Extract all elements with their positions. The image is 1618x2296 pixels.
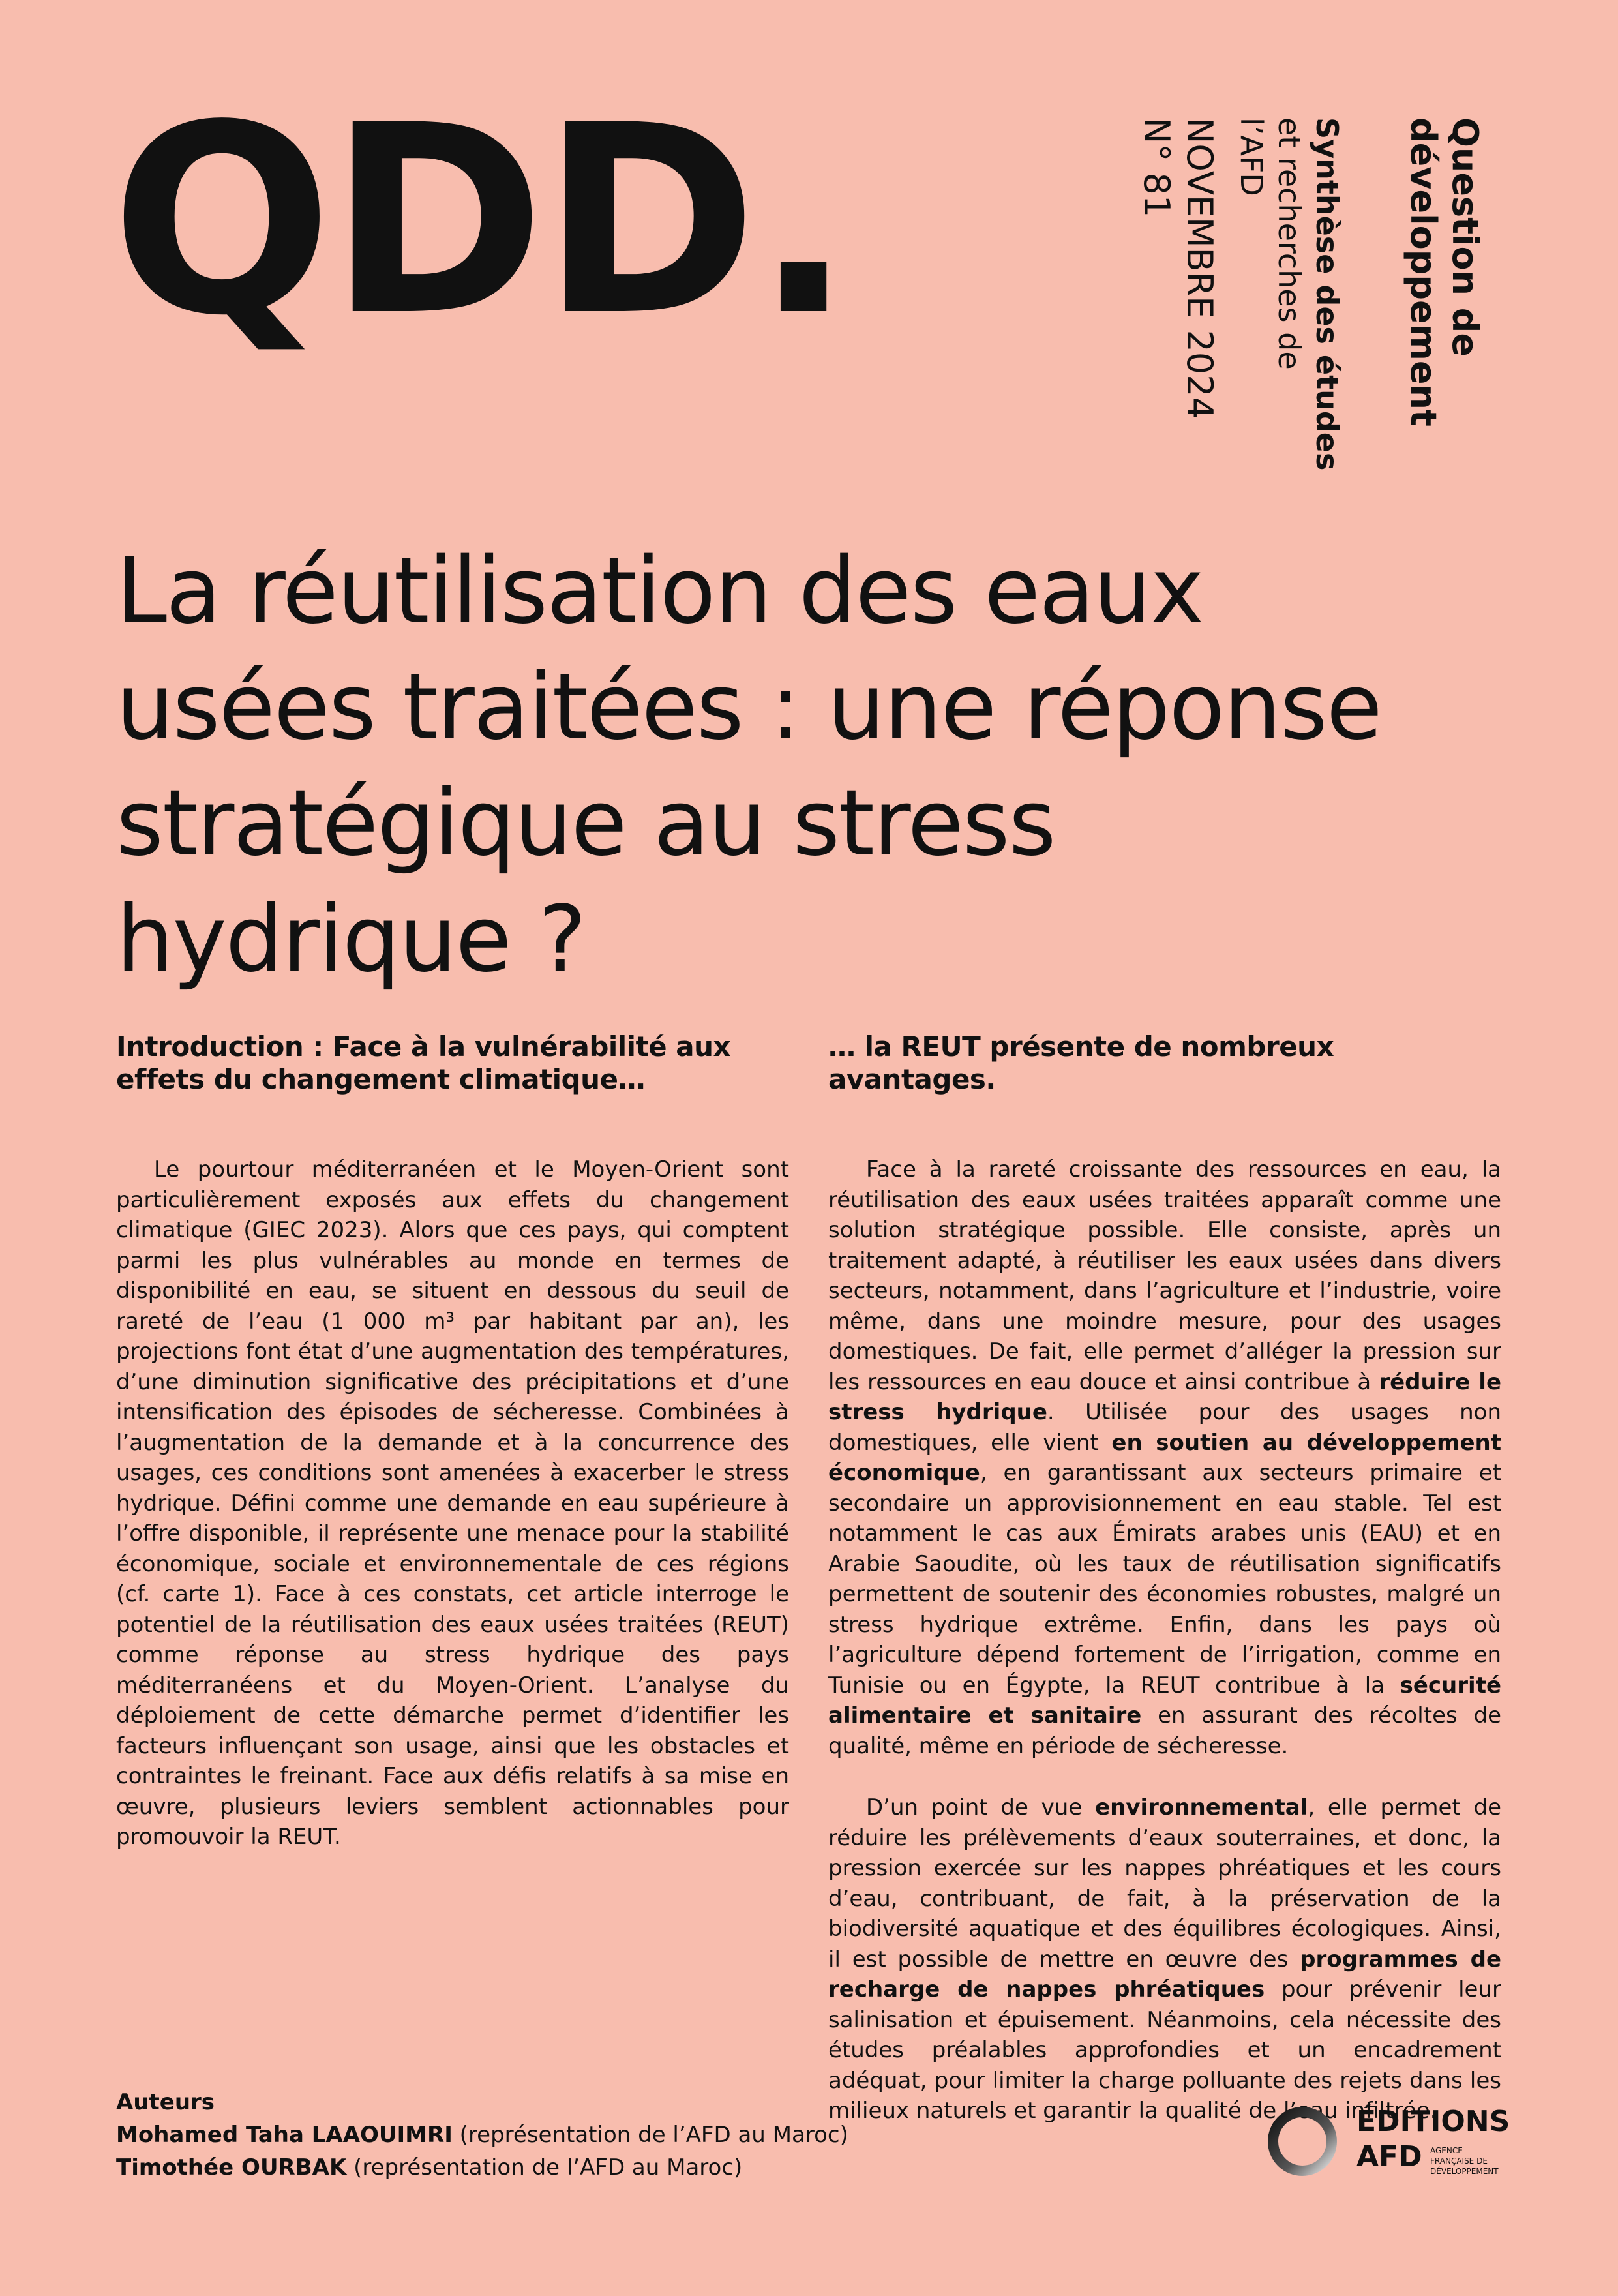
subtitle-line-3: l’AFD xyxy=(1234,117,1269,196)
left-column xyxy=(116,1031,789,1852)
publisher-tagline: AGENCE FRANÇAISE DE DÉVELOPPEMENT xyxy=(1430,2146,1499,2176)
series-line-1: Question de xyxy=(1445,117,1486,357)
issue-date: NOVEMBRE 2024 xyxy=(1179,117,1220,419)
issue-info xyxy=(1135,117,1221,419)
emphasis-environmental: environnemental xyxy=(1095,1794,1308,1820)
title-line-1: La réutilisation des eaux xyxy=(116,538,1203,644)
advantages-paragraph-2: D’un point de vue environnemental, elle permet de réduire les prélèvements d’eaux souterraines, et donc, la pression exercée sur les nappes phréatiques et les cours d’eau, contribuant, de fait, à la préservation de la biodiversité aquatique et des équilibres écologiques. Ainsi, il est possible de mettre en œuvre des programmes de recharge de nappes phréatiques pour prévenir leur salinisation et épuisement. Néanmoins, cela nécessite des études préalables approfondies et un encadrement adéquat, pour limiter la charge polluante des rejets dans les milieux naturels et garantir la qualité de l’eau infiltrée. xyxy=(828,1794,1502,2124)
emphasis-stress: réduire le stress hydrique xyxy=(828,1368,1501,1425)
series-name xyxy=(1402,117,1486,427)
afd-ring-icon xyxy=(1262,2104,1347,2182)
emphasis-economic: en soutien au développement économique xyxy=(828,1429,1501,1486)
intro-heading: Introduction : Face à la vulnérabilité aux effets du changement climatique… xyxy=(116,1031,731,1095)
qdd-logo: QDD. xyxy=(111,70,850,373)
authors-heading: Auteurs xyxy=(116,2089,215,2115)
right-column xyxy=(828,1031,1501,2126)
advantages-paragraph-1: Face à la rareté croissante des ressources en eau, la réutilisation des eaux usées traitées apparaît comme une solution stratégique possible. Elle consiste, après un traitement adapté, à réutiliser les eaux usées dans divers secteurs, notamment, dans l’agriculture et l’industrie, voire même, dans une moindre mesure, pour des usages domestiques. De fait, elle permet d’alléger la pression sur les ressources en eau douce et ainsi contribue à réduire le stress hydrique. Utilisée pour des usages non domestiques, elle vient en soutien au développement économique, en garantissant aux secteurs primaire et secondaire un approvisionnement en eau stable. Tel est notamment le cas aux Émirats arabes unis (EAU) et en Arabie Saoudite, où les taux de réutilisation significatifs permettent de soutenir des économies robustes, malgré un stress hydrique extrême. Enfin, dans les pays où l’agriculture dépend fortement de l’irrigation, comme en Tunisie ou en Égypte, la REUT contribue à la sécurité alimentaire et sanitaire en assurant des récoltes de qualité, même en période de sécheresse. xyxy=(828,1156,1501,1759)
author-1 xyxy=(116,2119,848,2151)
publisher-logo xyxy=(1262,2104,1510,2182)
authors-block xyxy=(116,2086,848,2184)
publisher-line-2: AFD xyxy=(1356,2140,1422,2173)
title-line-3: stratégique au stress xyxy=(116,770,1055,877)
intro-paragraph: Le pourtour méditerranéen et le Moyen-Orient sont particulièrement exposés aux effets du changement climatique (GIEC 2023). Alors que ces pays, qui comptent parmi les plus vulnérables au monde en termes de disponibilité en eau, se situent en dessous du seuil de rareté de l’eau (1 000 m³ par habitant par an), les projections font état d’une augmentation des températures, d’une diminution significative des précipitations et d’une intensification des épisodes de sécheresse. Combinées à l’augmentation de la demande et à la concurrence des usages, ces conditions sont amenées à exacerber le stress hydrique. Défini comme une demande en eau supérieure à l’offre disponible, il représente une menace pour la stabilité économique, sociale et environnementale de ces régions (cf. carte 1). Face à ces constats, cet article interroge le potentiel de la réutilisation des eaux usées traitées (REUT) comme réponse au stress hydrique des pays méditerranéens et du Moyen-Orient. L’analyse du déploiement de cette démarche permet d’identifier les facteurs influençant son usage, ainsi que les obstacles et contraintes le freinant. Face aux défis relatifs à sa mise en œuvre, plusieurs leviers semblent actionnables pour promouvoir la REUT. xyxy=(116,1156,789,1850)
emphasis-food-security: sécurité alimentaire et sanitaire xyxy=(828,1672,1501,1729)
author-2-name: Timothée OURBAK xyxy=(116,2154,347,2181)
issue-number: N° 81 xyxy=(1136,117,1177,218)
series-line-2: développement xyxy=(1403,117,1444,427)
subtitle-line-1: Synthèse des études xyxy=(1310,117,1345,471)
title-line-2: usées traitées : une réponse xyxy=(116,654,1381,761)
emphasis-recharge: programmes de recharge de nappes phréatiques xyxy=(828,1946,1502,2002)
title-line-4: hydrique ? xyxy=(116,886,586,993)
author-2 xyxy=(116,2151,848,2184)
publisher-line-1: ÉDITIONS xyxy=(1356,2105,1510,2138)
author-2-affiliation: (représentation de l’AFD au Maroc) xyxy=(346,2154,743,2181)
author-1-name: Mohamed Taha LAAOUIMRI xyxy=(116,2122,453,2148)
subtitle-line-2: et recherches de xyxy=(1272,117,1307,370)
series-subtitle xyxy=(1233,117,1346,470)
page-title xyxy=(116,534,1518,998)
advantages-heading: … la REUT présente de nombreux avantages. xyxy=(828,1031,1334,1095)
author-1-affiliation: (représentation de l’AFD au Maroc) xyxy=(452,2122,848,2148)
